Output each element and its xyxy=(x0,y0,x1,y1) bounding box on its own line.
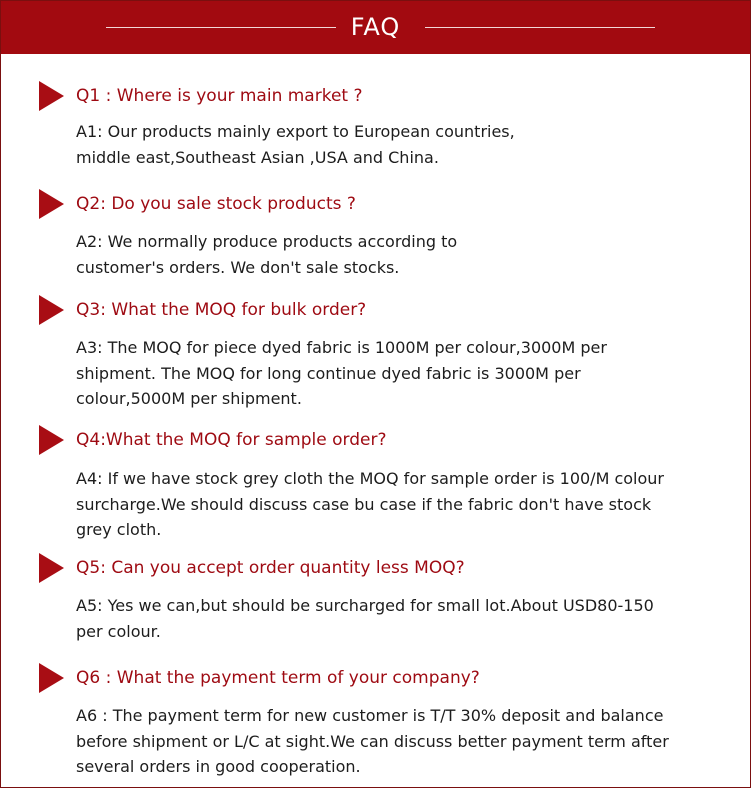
faq-answer xyxy=(76,466,716,543)
faq-question: Q3: What the MOQ for bulk order? xyxy=(76,300,367,320)
header-divider-right xyxy=(425,27,655,28)
answer-line: A5: Yes we can,but should be surcharged for small lot.About USD80-150 xyxy=(76,596,654,615)
faq-answer xyxy=(76,703,716,780)
faq-answer xyxy=(76,229,716,280)
answer-line: customer's orders. We don't sale stocks. xyxy=(76,257,400,277)
play-triangle-icon xyxy=(39,425,64,455)
answer-line: several orders in good cooperation. xyxy=(76,757,361,776)
faq-answer xyxy=(76,119,716,170)
faq-question: Q2: Do you sale stock products ? xyxy=(76,194,356,214)
faq-question: Q1 : Where is your main market ? xyxy=(76,86,363,106)
faq-header xyxy=(1,1,750,54)
play-triangle-icon xyxy=(39,553,64,583)
faq-answer xyxy=(76,593,716,644)
answer-line: before shipment or L/C at sight.We can discuss better payment term after xyxy=(76,731,669,751)
answer-line: grey cloth. xyxy=(76,520,162,539)
faq-question: Q4:What the MOQ for sample order? xyxy=(76,430,387,450)
answer-line: middle east,Southeast Asian ,USA and China. xyxy=(76,147,439,167)
answer-line: per colour. xyxy=(76,621,161,641)
answer-line: surcharge.We should discuss case bu case if the fabric don't have stock xyxy=(76,494,652,514)
answer-line: A6 : The payment term for new customer is T/T 30% deposit and balance xyxy=(76,706,664,725)
faq-question: Q6 : What the payment term of your company? xyxy=(76,668,480,688)
answer-line: A4: If we have stock grey cloth the MOQ for sample order is 100/M colour xyxy=(76,469,664,488)
answer-line: A2: We normally produce products according to xyxy=(76,232,458,251)
answer-line: A3: The MOQ for piece dyed fabric is 1000M per colour,3000M per xyxy=(76,338,607,357)
faq-answer xyxy=(76,335,716,412)
play-triangle-icon xyxy=(39,663,64,693)
answer-line: shipment. The MOQ for long continue dyed fabric is 3000M per xyxy=(76,363,581,383)
faq-question: Q5: Can you accept order quantity less MOQ? xyxy=(76,558,465,578)
play-triangle-icon xyxy=(39,295,64,325)
answer-line: A1: Our products mainly export to European countries, xyxy=(76,122,515,141)
page-title: FAQ xyxy=(350,13,401,41)
answer-line: colour,5000M per shipment. xyxy=(76,389,302,408)
play-triangle-icon xyxy=(39,81,64,111)
play-triangle-icon xyxy=(39,189,64,219)
